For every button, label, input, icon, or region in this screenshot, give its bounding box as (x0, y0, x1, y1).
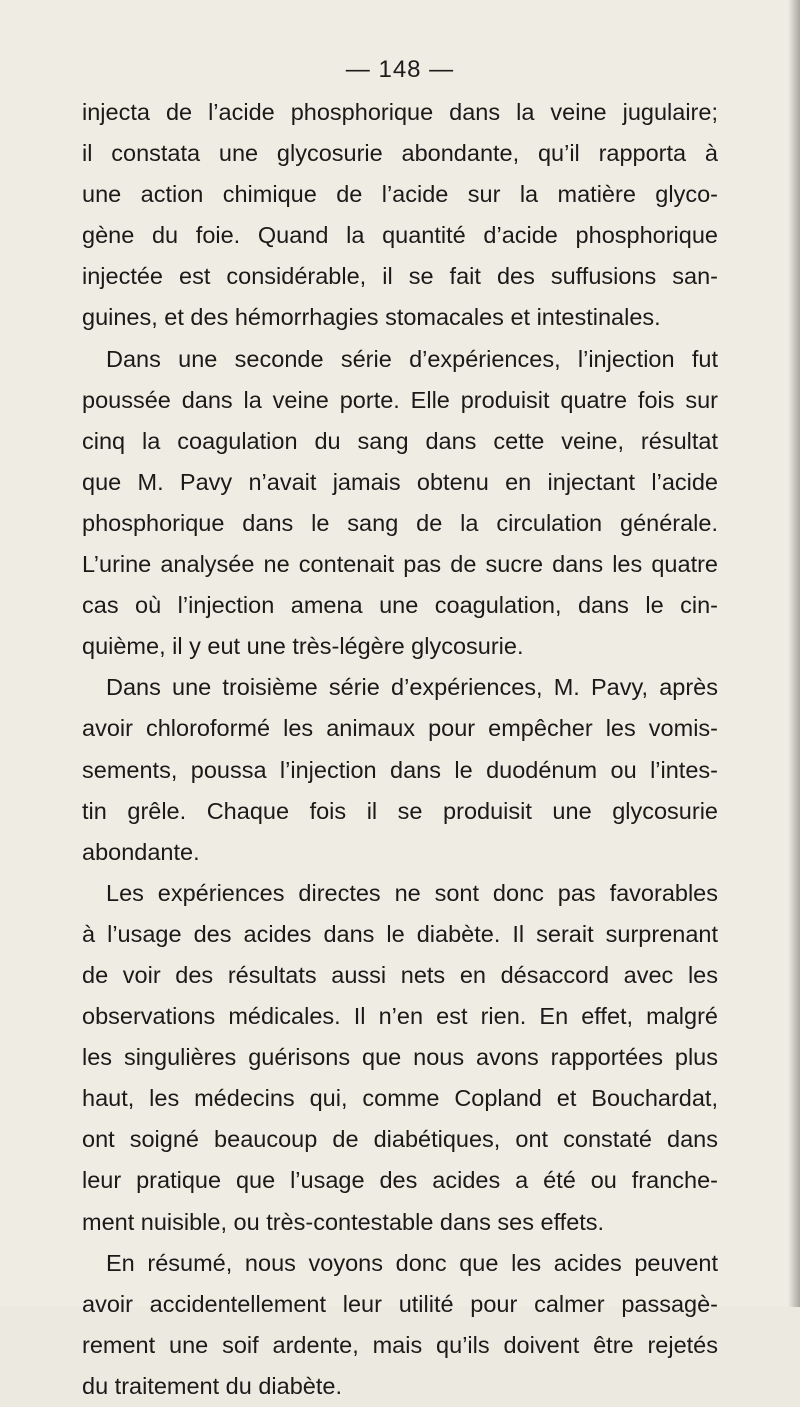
text-line: il constata une glycosurie abondante, qu’il rapporta à (82, 140, 718, 167)
text-line: phosphorique dans le sang de la circulation générale. (82, 509, 718, 536)
text-line: avoir accidentellement leur utilité pour calmer passagè- (82, 1290, 718, 1317)
text-line: observations médicales. Il n’en est rien. En effet, malgré (82, 1003, 718, 1030)
text-line: gène du foie. Quand la quantité d’acide phosphorique (82, 222, 718, 249)
page-number: — 148 — (345, 56, 455, 83)
text-line: avoir chloroformé les animaux pour empêcher les vomis- (82, 715, 718, 742)
text-line: une action chimique de l’acide sur la matière glyco- (82, 181, 718, 208)
text-line: Dans une seconde série d’expériences, l’injection fut (106, 345, 718, 372)
text-line: guines, et des hémorrhagies stomacales et intestinales. (82, 304, 661, 331)
text-line: cinq la coagulation du sang dans cette veine, résultat (82, 427, 718, 454)
text-line: à l’usage des acides dans le diabète. Il serait surprenant (82, 920, 718, 947)
text-line: tin grêle. Chaque fois il se produisit une glycosurie (82, 797, 718, 824)
page-edge-shadow (788, 0, 800, 1307)
text-line: abondante. (82, 838, 200, 865)
text-line: L’urine analysée ne contenait pas de sucre dans les quatre (82, 551, 718, 578)
text-line: sements, poussa l’injection dans le duodénum ou l’intes- (82, 756, 718, 783)
text-line: les singulières guérisons que nous avons rapportées plus (82, 1044, 718, 1071)
text-line: cas où l’injection amena une coagulation, dans le cin- (82, 592, 718, 619)
text-line: ment nuisible, ou très-contestable dans ses effets. (82, 1208, 605, 1235)
text-line: quième, il y eut une très-légère glycosurie. (82, 633, 524, 660)
text-line: de voir des résultats aussi nets en désaccord avec les (82, 961, 718, 988)
text-line: injectée est considérable, il se fait des suffusions san- (82, 263, 718, 290)
text-line: du traitement du diabète. (82, 1372, 342, 1399)
text-line: leur pratique que l’usage des acides a été ou franche- (82, 1167, 718, 1194)
text-line: haut, les médecins qui, comme Copland et Bouchardat, (82, 1085, 718, 1112)
text-line: rement une soif ardente, mais qu’ils doivent être rejetés (82, 1331, 718, 1358)
text-line: poussée dans la veine porte. Elle produisit quatre fois sur (82, 386, 718, 413)
body-text (82, 92, 718, 1407)
text-line: Les expériences directes ne sont donc pas favorables (106, 879, 718, 906)
text-line: injecta de l’acide phosphorique dans la veine jugulaire; (82, 99, 718, 125)
text-line: Dans une troisième série d’expériences, M. Pavy, après (106, 674, 718, 701)
text-line: que M. Pavy n’avait jamais obtenu en injectant l’acide (82, 468, 718, 495)
text-line: ont soigné beaucoup de diabétiques, ont constaté dans (82, 1126, 718, 1153)
text-line: En résumé, nous voyons donc que les acides peuvent (106, 1249, 718, 1276)
